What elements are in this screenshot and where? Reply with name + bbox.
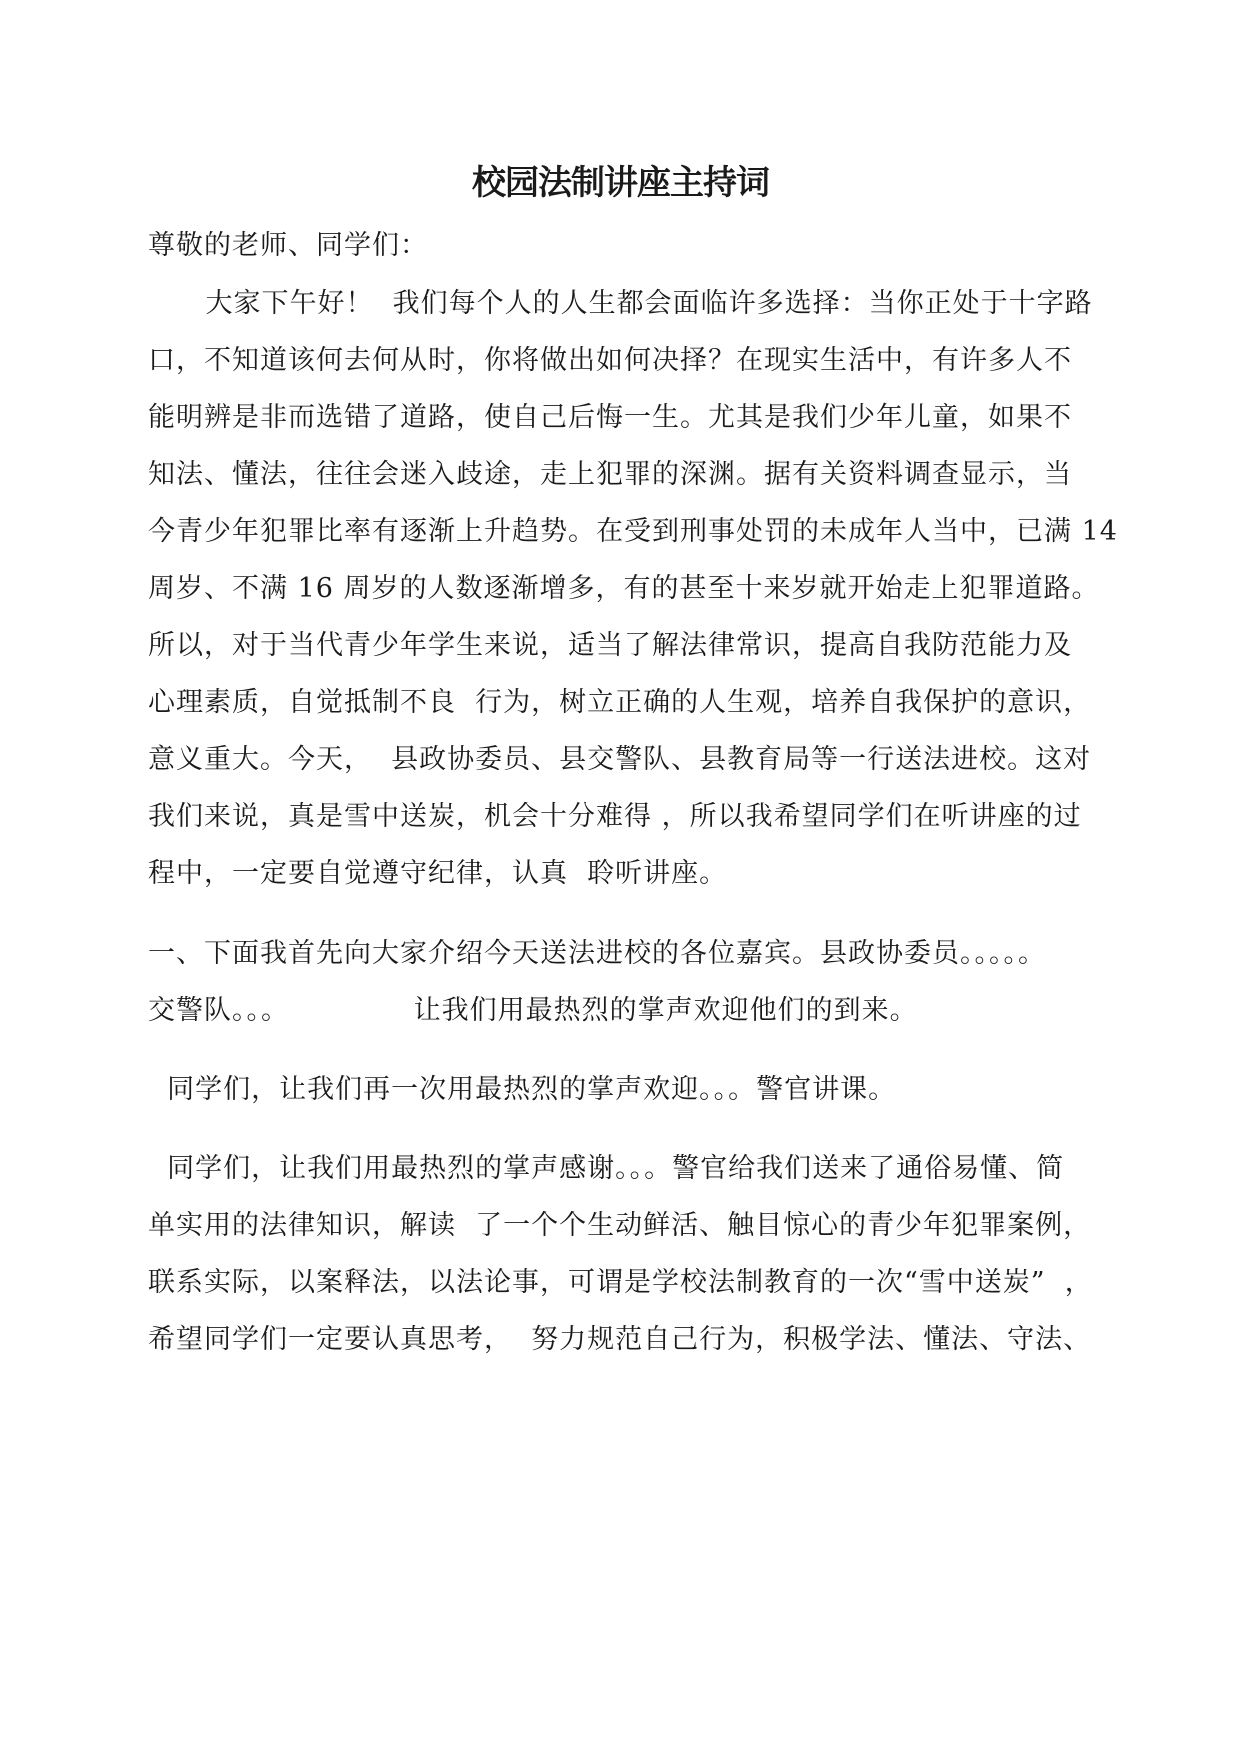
- paragraph-line: 单实用的法律知识，解读 了一个个生动鲜活、触目惊心的青少年犯罪案例，: [148, 1210, 1092, 1241]
- paragraph-line: 程中，一定要自觉遵守纪律，认真 聆听讲座。: [148, 858, 728, 889]
- paragraph-line: 同学们，让我们用最热烈的掌声感谢。。。警官给我们送来了通俗易懂、简: [148, 1153, 1065, 1184]
- paragraph-line: 知法、懂法，往往会迷入歧途，走上犯罪的深渊。据有关资料调查显示，当: [148, 459, 1072, 490]
- paragraph-line: 同学们，让我们再一次用最热烈的掌声欢迎。。。警官讲课。: [148, 1074, 897, 1105]
- paragraph-line: 所以，对于当代青少年学生来说，适当了解法律常识，提高自我防范能力及: [148, 630, 1072, 661]
- paragraph-line: 周岁、不满 16 周岁的人数逐渐增多，有的甚至十来岁就开始走上犯罪道路。: [148, 573, 1100, 604]
- paragraph-line: 意义重大。今天， 县政协委员、县交警队、县教育局等一行送法进校。这对: [148, 744, 1092, 775]
- paragraph-line: 心理素质，自觉抵制不良 行为，树立正确的人生观，培养自我保护的意识，: [148, 687, 1092, 718]
- salutation: 尊敬的老师、同学们：: [148, 230, 428, 261]
- paragraph-line: 交警队。。。 让我们用最热烈的掌声欢迎他们的到来。: [148, 995, 918, 1026]
- paragraph-line: 我们来说，真是雪中送炭，机会十分难得 ，所以我希望同学们在听讲座的过: [148, 801, 1082, 832]
- paragraph-line: 大家下午好！ 我们每个人的人生都会面临许多选择：当你正处于十字路: [148, 288, 1093, 319]
- paragraph-line: 联系实际，以案释法，以法论事，可谓是学校法制教育的一次“雪中送炭” ，: [148, 1267, 1093, 1298]
- paragraph-line: 能明辨是非而选错了道路，使自己后悔一生。尤其是我们少年儿童，如果不: [148, 402, 1072, 433]
- paragraph-line: 口，不知道该何去何从时，你将做出如何决择？在现实生活中，有许多人不: [148, 345, 1072, 376]
- paragraph-line: 一、下面我首先向大家介绍今天送法进校的各位嘉宾。县政协委员。。。。。: [148, 938, 1046, 969]
- paragraph-line: 希望同学们一定要认真思考， 努力规范自己行为，积极学法、懂法、守法、: [148, 1324, 1092, 1355]
- document-title: 校园法制讲座主持词: [472, 163, 769, 203]
- paragraph-line: 今青少年犯罪比率有逐渐上升趋势。在受到刑事处罚的未成年人当中，已满 14: [148, 516, 1118, 547]
